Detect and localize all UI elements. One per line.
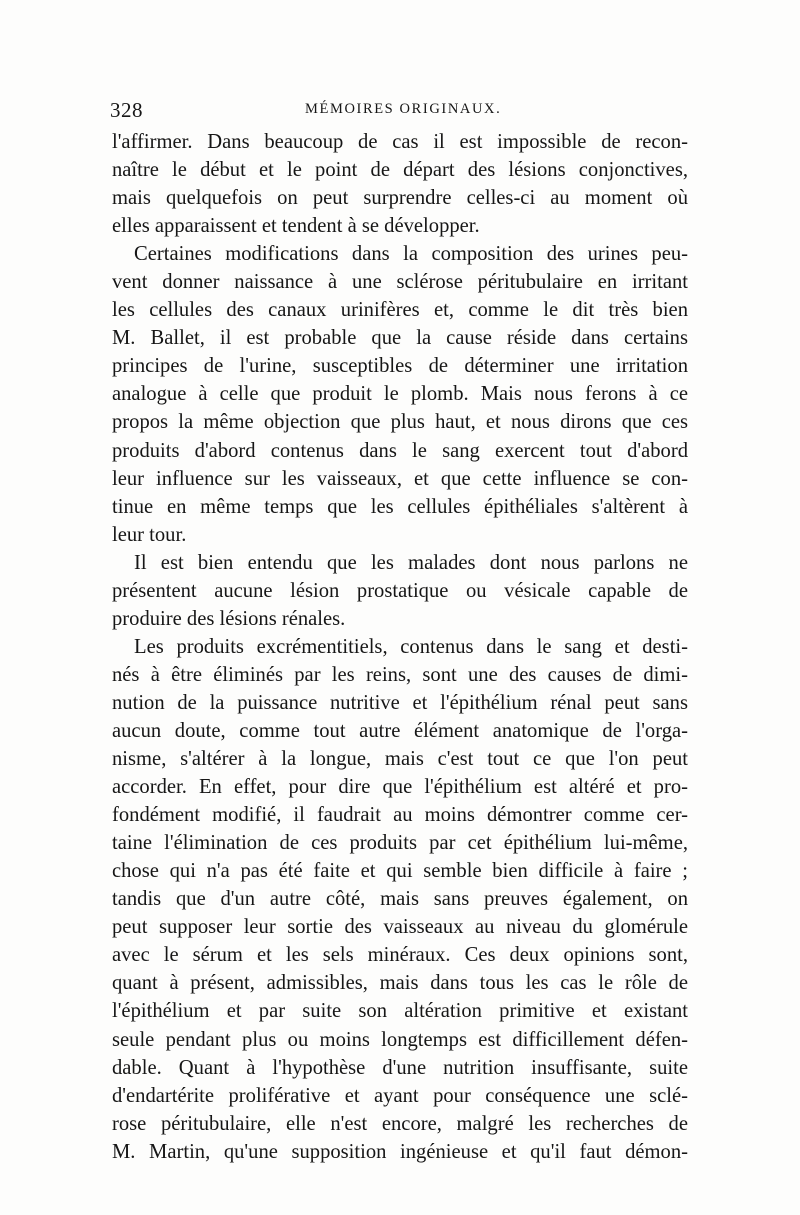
page-number: 328: [110, 98, 143, 122]
text-line: chose qui n'a pas été faite et qui semble bien difficile à faire ;: [112, 860, 688, 883]
running-title: MÉMOIRES ORIGINAUX.: [305, 101, 502, 117]
text-line: dable. Quant à l'hypothèse d'une nutrition insuffisante, suite: [112, 1056, 688, 1079]
text-line: fondément modifié, il faudrait au moins démontrer comme cer-: [112, 804, 688, 827]
text-line: elles apparaissent et tendent à se développer.: [112, 215, 480, 238]
text-line: naître le début et le point de départ des lésions conjonctives,: [112, 159, 688, 182]
text-line: produits d'abord contenus dans le sang exercent tout d'abord: [112, 439, 688, 462]
body-text: [112, 128, 688, 1166]
text-line: rose péritubulaire, elle n'est encore, malgré les recherches de: [112, 1112, 688, 1135]
text-line: présentent aucune lésion prostatique ou vésicale capable de: [112, 579, 688, 602]
text-line: nution de la puissance nutritive et l'épithélium rénal peut sans: [112, 691, 688, 714]
text-line: leur tour.: [112, 523, 187, 546]
text-line: M. Ballet, il est probable que la cause réside dans certains: [112, 327, 688, 350]
text-line: leur influence sur les vaisseaux, et que cette influence se con-: [112, 467, 688, 490]
text-line: Les produits excrémentitiels, contenus dans le sang et desti-: [134, 635, 688, 658]
text-line: tandis que d'un autre côté, mais sans preuves également, on: [112, 888, 688, 911]
text-line: principes de l'urine, susceptibles de déterminer une irritation: [112, 355, 688, 378]
text-line: M. Martin, qu'une supposition ingénieuse et qu'il faut démon-: [112, 1140, 688, 1163]
text-line: Il est bien entendu que les malades dont nous parlons ne: [134, 551, 688, 574]
text-line: taine l'élimination de ces produits par cet épithélium lui-même,: [112, 832, 688, 855]
text-line: aucun doute, comme tout autre élément anatomique de l'orga-: [112, 719, 688, 742]
text-line: nisme, s'altérer à la longue, mais c'est tout ce que l'on peut: [112, 748, 688, 771]
text-line: mais quelquefois on peut surprendre celles-ci au moment où: [112, 187, 688, 210]
text-line: accorder. En effet, pour dire que l'épithélium est altéré et pro-: [112, 776, 688, 799]
text-line: peut supposer leur sortie des vaisseaux au niveau du glomérule: [112, 916, 688, 939]
text-line: seule pendant plus ou moins longtemps est difficillement défen-: [112, 1028, 688, 1051]
text-line: les cellules des canaux urinifères et, comme le dit très bien: [112, 299, 688, 322]
text-line: d'endartérite proliférative et ayant pour conséquence une sclé-: [112, 1084, 688, 1107]
text-line: produire des lésions rénales.: [112, 607, 346, 630]
text-line: vent donner naissance à une sclérose péritubulaire en irritant: [112, 271, 688, 294]
text-line: l'épithélium et par suite son altération primitive et existant: [112, 1000, 688, 1023]
text-line: l'affirmer. Dans beaucoup de cas il est impossible de recon-: [112, 131, 688, 153]
text-line: avec le sérum et les sels minéraux. Ces deux opinions sont,: [112, 944, 688, 967]
text-line: tinue en même temps que les cellules épithéliales s'altèrent à: [112, 495, 688, 518]
text-line: analogue à celle que produit le plomb. Mais nous ferons à ce: [112, 383, 688, 406]
text-line: quant à présent, admissibles, mais dans tous les cas le rôle de: [112, 972, 688, 995]
running-header: [110, 98, 692, 122]
text-line: propos la même objection que plus haut, et nous dirons que ces: [112, 411, 688, 434]
text-line: Certaines modifications dans la composition des urines peu-: [134, 243, 688, 266]
text-line: nés à être éliminés par les reins, sont une des causes de dimi-: [112, 663, 688, 686]
